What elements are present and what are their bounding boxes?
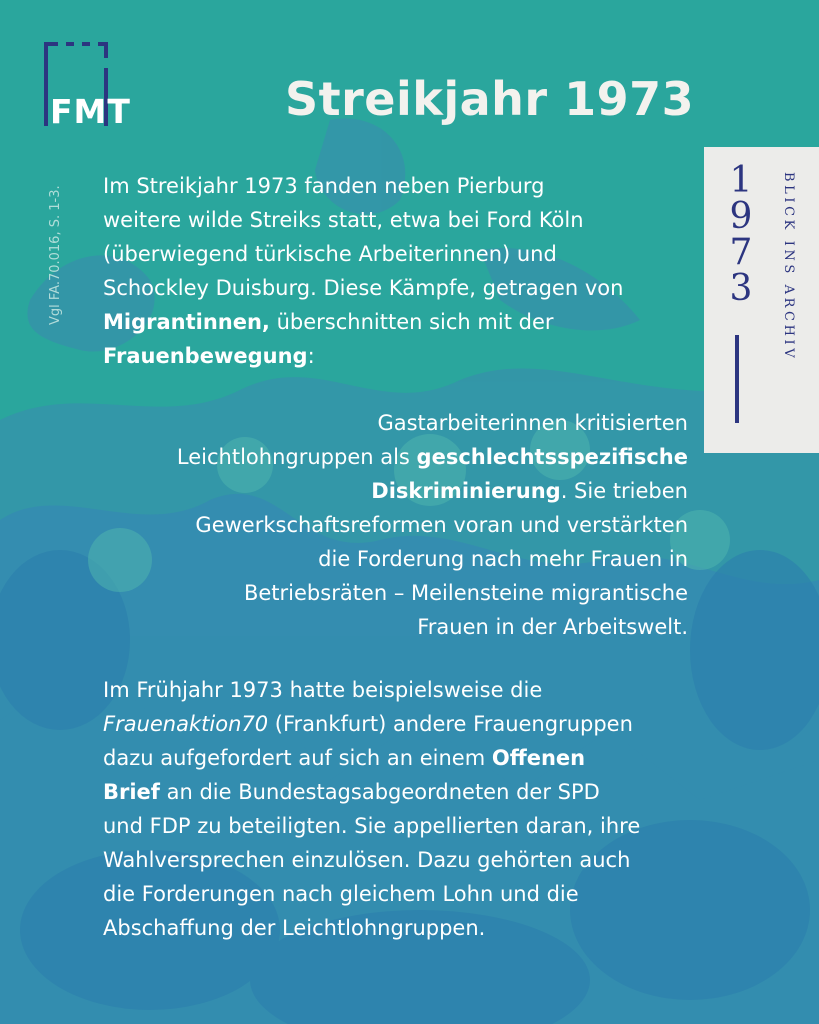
- text-line: [103, 741, 703, 775]
- text-line: (überwiegend türkische Arbeiterinnen) und: [103, 242, 557, 266]
- year-divider-line: [735, 335, 739, 423]
- year-digit: 3: [729, 268, 753, 309]
- fmt-logo-text: FMT: [50, 92, 131, 131]
- year-digit: 7: [729, 232, 753, 273]
- text-line: die Forderungen nach gleichem Lohn und die: [103, 882, 579, 906]
- paragraph-open-letter: [103, 673, 703, 945]
- text-fragment: an die Bundestagsabgeordneten der SPD: [159, 780, 600, 804]
- text-fragment: (Frankfurt) andere Frauengruppen: [268, 712, 633, 736]
- text-fragment: . Sie trieben: [560, 479, 688, 503]
- bold-term: Offenen: [491, 746, 586, 770]
- text-line: Im Frühjahr 1973 hatte beispielsweise die: [103, 678, 543, 702]
- italic-term: Frauenaktion70: [103, 712, 269, 736]
- text-line: die Forderung nach mehr Frauen in: [318, 547, 688, 571]
- text-line: [103, 775, 703, 809]
- text-fragment: dazu aufgefordert auf sich an einem: [103, 746, 492, 770]
- text-line: und FDP zu beteiligten. Sie appellierten daran, ihre: [103, 814, 641, 838]
- text-line: Schockley Duisburg. Diese Kämpfe, getragen von: [103, 276, 624, 300]
- text-line: Frauen in der Arbeitswelt.: [417, 615, 688, 639]
- bold-term: geschlechtsspezifische: [416, 445, 688, 469]
- bold-term: Brief: [103, 780, 160, 804]
- text-line: [103, 707, 703, 741]
- source-note: [48, 155, 70, 325]
- bold-term: Migrantinnen,: [103, 310, 270, 334]
- text-line: Im Streikjahr 1973 fanden neben Pierburg: [103, 174, 545, 198]
- text-line: [100, 474, 688, 508]
- page-title: Streikjahr 1973: [285, 72, 695, 126]
- text-line: Abschaffung der Leichtlohngruppen.: [103, 916, 486, 940]
- text-line: Wahlversprechen einzulösen. Dazu gehörten auch: [103, 848, 631, 872]
- year-digit: 9: [729, 196, 753, 237]
- source-note-text: Vgl FA.70.016, S. 1-3.: [48, 185, 63, 325]
- text-line: Gastarbeiterinnen kritisierten: [377, 411, 688, 435]
- text-fragment: :: [307, 344, 315, 368]
- text-line: [100, 440, 688, 474]
- archive-label: BLICK INS ARCHIV: [781, 172, 796, 362]
- text-line: [103, 305, 703, 339]
- text-line: [103, 339, 703, 373]
- text-fragment: Leichtlohngruppen als: [176, 445, 417, 469]
- bold-term: Diskriminierung: [371, 479, 561, 503]
- year-digit: 1: [729, 160, 753, 201]
- text-line: Betriebsräten – Meilensteine migrantische: [243, 581, 688, 605]
- text-line: Gewerkschaftsreformen voran und verstärkten: [195, 513, 688, 537]
- paragraph-migrant-workers: [100, 406, 688, 644]
- archive-box: [704, 147, 819, 453]
- paragraph-intro: [103, 169, 703, 373]
- text-fragment: überschnitten sich mit der: [269, 310, 554, 334]
- text-line: weitere wilde Streiks statt, etwa bei Ford Köln: [103, 208, 584, 232]
- bold-term: Frauenbewegung: [103, 344, 308, 368]
